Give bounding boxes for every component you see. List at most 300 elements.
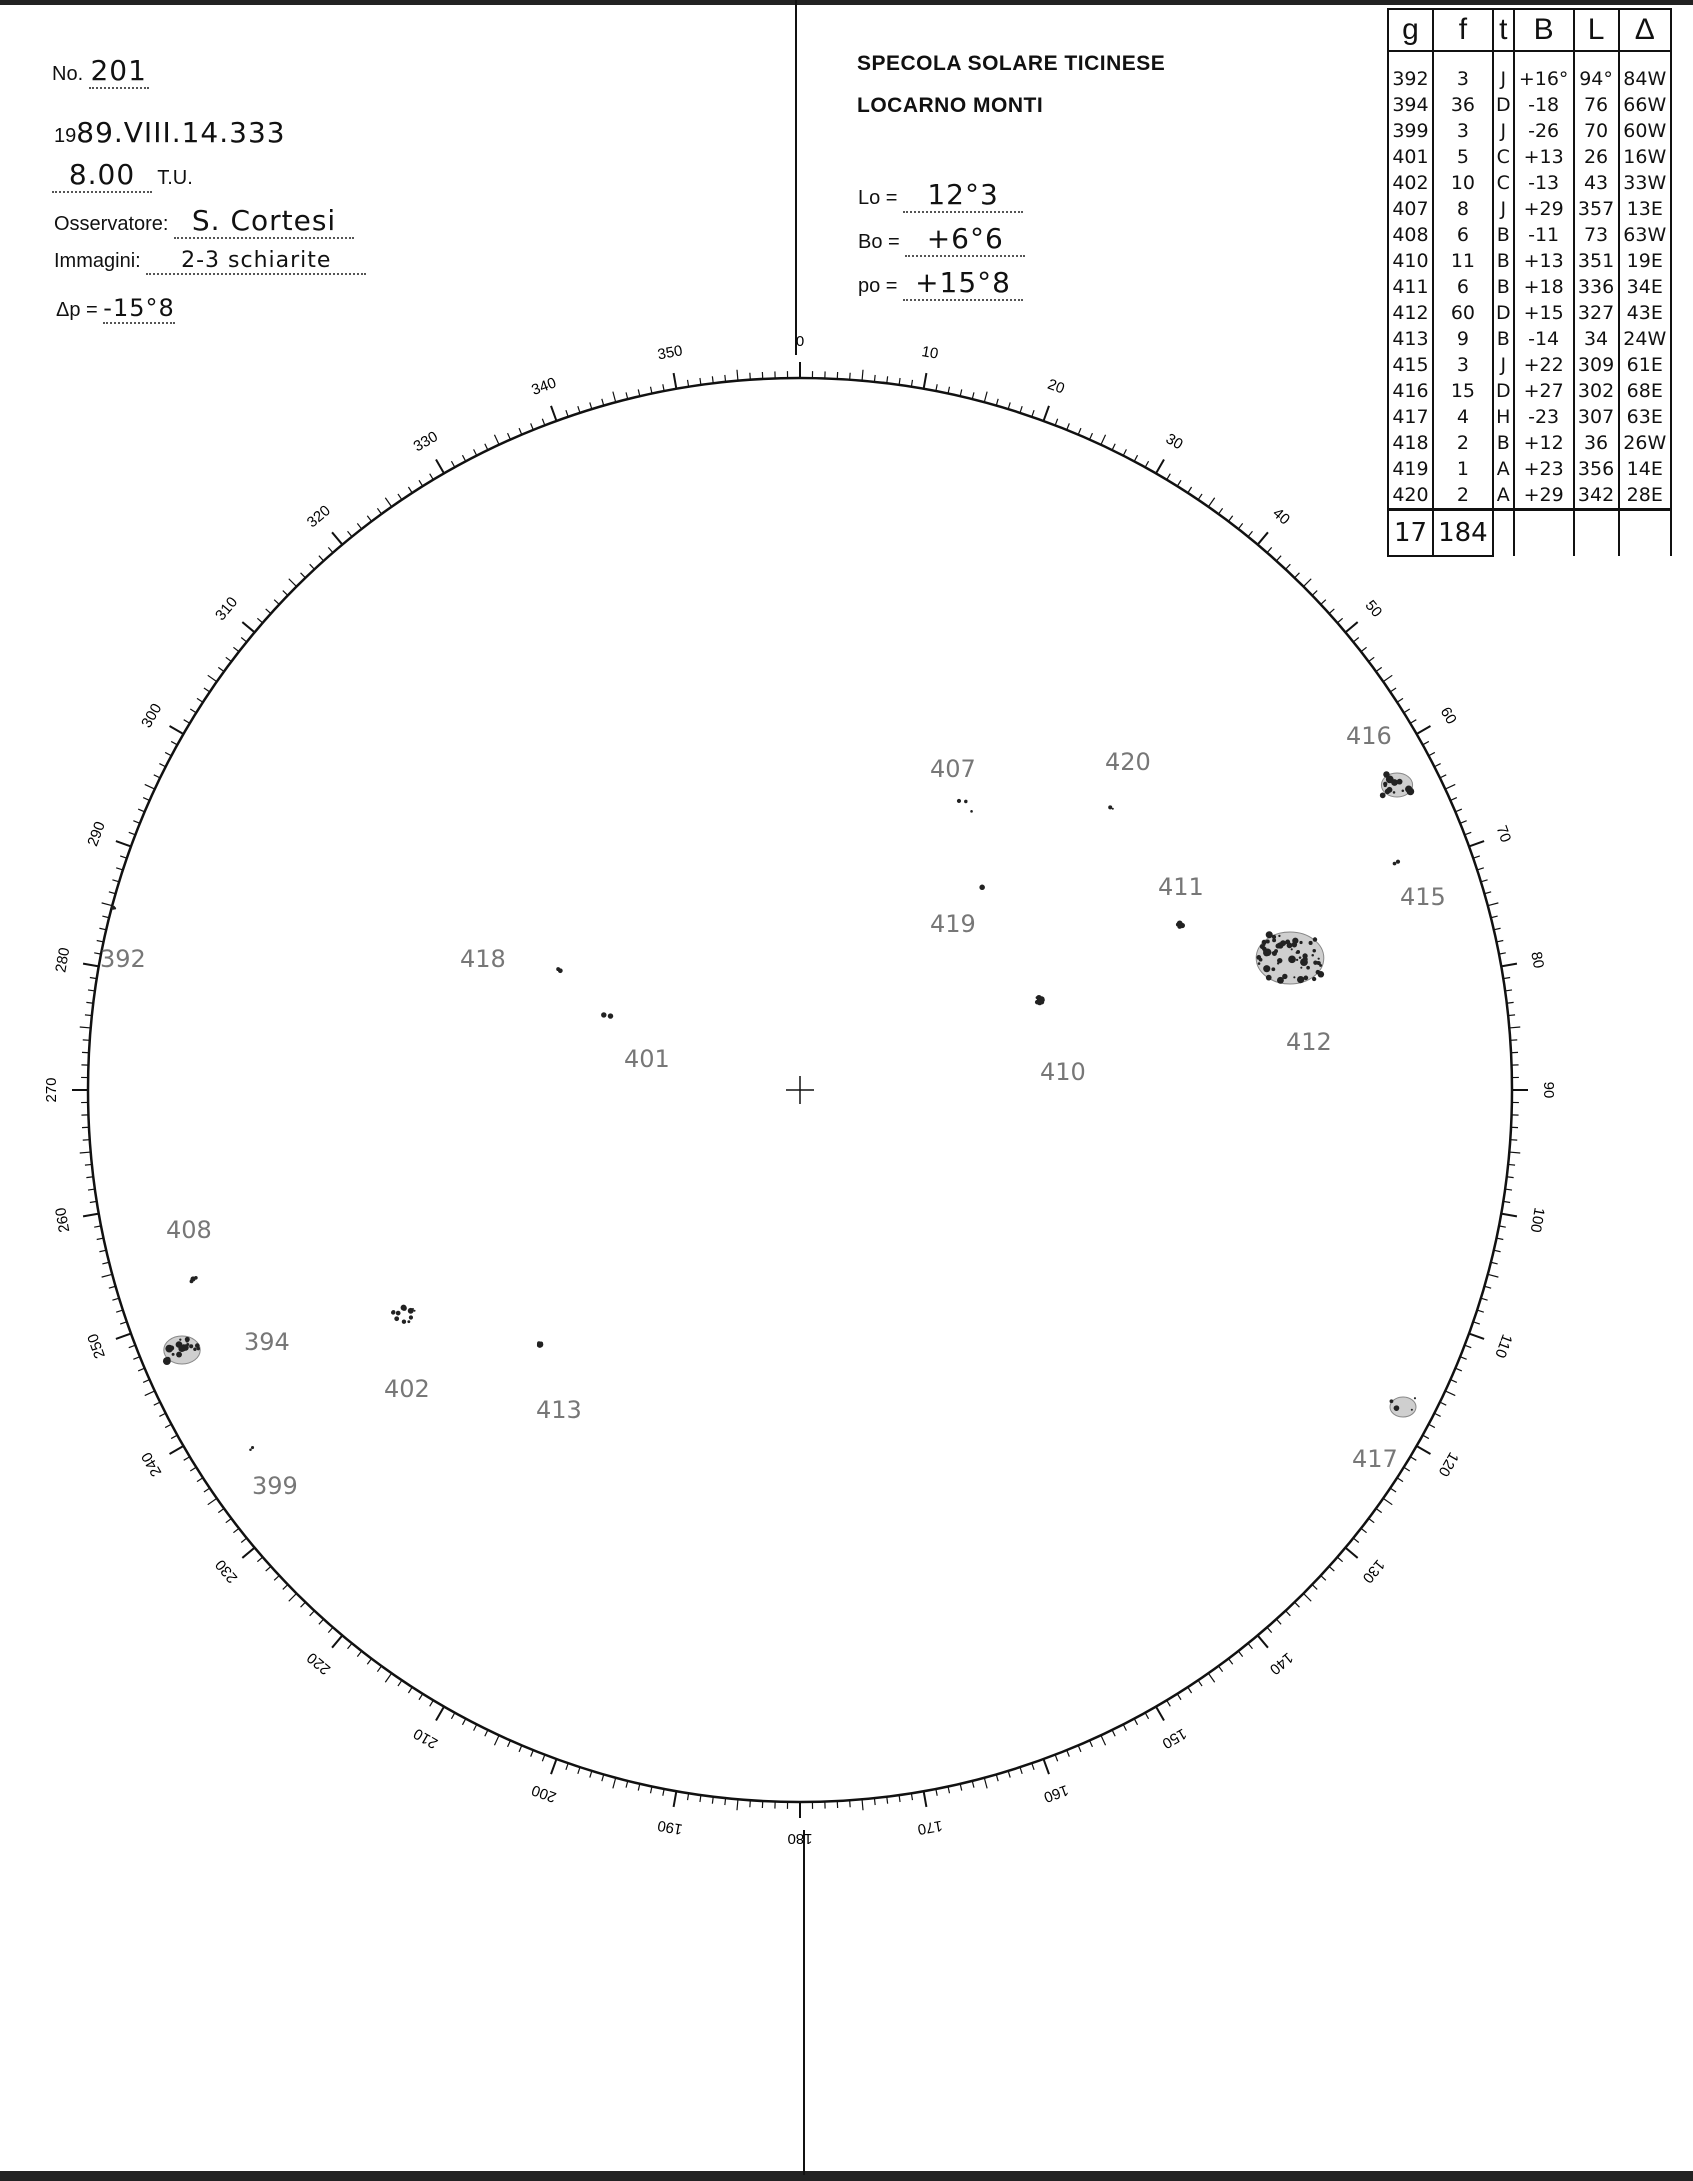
table-cell: 60W xyxy=(1619,118,1671,144)
table-cell: 399 xyxy=(1388,118,1433,144)
scale-tick xyxy=(145,784,155,789)
sunspot xyxy=(1393,791,1396,794)
sunspot xyxy=(1176,923,1180,927)
table-cell: 36 xyxy=(1574,430,1619,456)
scale-tick xyxy=(1321,600,1326,605)
sunspot xyxy=(1296,950,1300,954)
sunspot xyxy=(1300,967,1302,969)
scale-tick xyxy=(1353,1538,1358,1542)
table-cell: +13 xyxy=(1514,144,1574,170)
sunspot xyxy=(1318,971,1325,978)
scale-label: 70 xyxy=(1492,823,1515,845)
sunspot xyxy=(193,1348,196,1351)
scale-label: 50 xyxy=(1361,596,1386,621)
sunspot xyxy=(1277,977,1284,984)
scale-tick xyxy=(887,1797,888,1804)
scale-tick xyxy=(1369,1518,1375,1522)
scale-tick xyxy=(385,498,391,507)
scale-tick xyxy=(398,1680,402,1686)
group-label: 415 xyxy=(1400,883,1446,911)
scale-tick xyxy=(1473,1322,1480,1324)
scale-tick xyxy=(184,1457,190,1461)
table-cell: D xyxy=(1493,92,1514,118)
table-cell: 3 xyxy=(1433,118,1493,144)
scale-tick xyxy=(551,406,556,421)
scale-tick xyxy=(551,1759,556,1774)
table-cell: 15 xyxy=(1433,378,1493,404)
scale-tick xyxy=(1508,1164,1515,1165)
sunspot xyxy=(1402,789,1405,792)
sunspot xyxy=(1397,779,1403,785)
sunspot xyxy=(1291,948,1293,950)
sunspot xyxy=(1266,939,1270,943)
scale-tick xyxy=(120,856,127,858)
scale-tick xyxy=(1228,516,1232,522)
scale-tick xyxy=(972,1781,974,1788)
scale-tick xyxy=(1491,1262,1498,1264)
scale-tick xyxy=(154,1402,160,1405)
scale-tick xyxy=(1507,1002,1514,1003)
scale-label: 240 xyxy=(138,1449,166,1480)
scale-tick xyxy=(1208,498,1214,507)
scale-label: 180 xyxy=(787,1830,813,1848)
table-cell: J xyxy=(1493,51,1514,92)
sunspot xyxy=(1383,784,1386,787)
scale-tick xyxy=(1507,1177,1514,1178)
table-cell: B xyxy=(1493,326,1514,352)
scale-label: 290 xyxy=(84,819,109,849)
sunspot xyxy=(396,1311,401,1316)
sunspot xyxy=(1271,967,1275,971)
sunspot xyxy=(1278,935,1280,937)
scale-tick xyxy=(266,609,271,614)
sunspot xyxy=(1394,1405,1400,1411)
scale-tick xyxy=(1145,1713,1148,1719)
table-cell: 309 xyxy=(1574,352,1619,378)
sunspot xyxy=(970,810,973,813)
sunspot xyxy=(558,968,563,973)
sunspot xyxy=(1272,952,1274,954)
scale-tick xyxy=(1465,1345,1472,1348)
scale-tick xyxy=(83,964,99,967)
scale-tick xyxy=(1258,532,1268,544)
sunspot xyxy=(1256,955,1261,960)
table-cell: 63E xyxy=(1619,404,1671,430)
scale-tick xyxy=(874,1798,875,1805)
scale-tick xyxy=(1177,1694,1181,1700)
table-cell: 34E xyxy=(1619,274,1671,300)
scale-tick xyxy=(1337,618,1342,623)
scale-tick xyxy=(145,1391,155,1396)
scale-tick xyxy=(1177,480,1181,486)
table-cell: 351 xyxy=(1574,248,1619,274)
table-cell: 410 xyxy=(1388,248,1433,274)
po-value: +15°8 xyxy=(903,266,1023,301)
sunspot xyxy=(409,1315,413,1319)
scale-tick xyxy=(129,1345,136,1348)
scale-label: 350 xyxy=(656,342,684,364)
sunspot xyxy=(391,1310,395,1314)
scale-tick xyxy=(1276,556,1281,561)
table-cell: +18 xyxy=(1514,274,1574,300)
scale-tick xyxy=(398,494,402,500)
table-cell: 408 xyxy=(1388,222,1433,248)
sunspot xyxy=(608,1013,613,1018)
scale-tick xyxy=(1248,1643,1252,1648)
scale-label: 220 xyxy=(303,1648,334,1678)
sunspot xyxy=(1266,931,1273,938)
po-label: po = xyxy=(858,275,898,297)
table-cell: B xyxy=(1493,248,1514,274)
scale-tick xyxy=(1055,1755,1058,1762)
scale-tick xyxy=(960,389,962,396)
scale-tick xyxy=(531,1750,534,1756)
table-cell: 66W xyxy=(1619,92,1671,118)
table-cell: 336 xyxy=(1574,274,1619,300)
table-cell: 63W xyxy=(1619,222,1671,248)
observer-value: S. Cortesi xyxy=(174,204,354,239)
scale-tick xyxy=(283,1585,288,1590)
scale-tick xyxy=(301,573,306,578)
scale-tick xyxy=(133,821,139,824)
scale-tick xyxy=(638,1784,640,1791)
scale-tick xyxy=(112,880,119,882)
scale-tick xyxy=(133,1357,139,1360)
delta-p-label: Δp = xyxy=(56,299,98,321)
table-cell: 5 xyxy=(1433,144,1493,170)
scale-tick xyxy=(1423,741,1429,744)
scale-tick xyxy=(1376,1509,1382,1513)
scale-tick xyxy=(1156,460,1164,474)
scale-tick xyxy=(1134,455,1137,461)
scale-tick xyxy=(613,1778,616,1789)
group-label: 417 xyxy=(1352,1445,1398,1473)
scale-tick xyxy=(1445,784,1455,789)
group-label: 412 xyxy=(1286,1028,1332,1056)
table-cell: 402 xyxy=(1388,170,1433,196)
sunspot xyxy=(1299,956,1302,959)
table-cell: 94° xyxy=(1574,51,1619,92)
scale-tick xyxy=(1477,868,1484,870)
scale-tick xyxy=(578,406,580,413)
group-label: 420 xyxy=(1105,748,1151,776)
scale-tick xyxy=(542,1755,545,1762)
table-cell: 33W xyxy=(1619,170,1671,196)
table-cell: J xyxy=(1493,118,1514,144)
scale-tick xyxy=(357,1651,361,1657)
scale-tick xyxy=(367,516,371,522)
scale-tick xyxy=(1390,688,1396,692)
scale-tick xyxy=(1020,406,1022,413)
sunspot xyxy=(178,1345,185,1352)
scale-tick xyxy=(1167,474,1171,480)
scale-tick xyxy=(170,1446,184,1454)
scale-tick xyxy=(190,1467,196,1471)
scale-tick xyxy=(241,1538,246,1542)
scale-tick xyxy=(508,1740,511,1746)
scale-tick xyxy=(1219,508,1223,514)
scale-tick xyxy=(451,461,454,467)
scale-tick xyxy=(1286,564,1291,569)
sunspot xyxy=(1258,962,1261,965)
sunspot xyxy=(169,1345,174,1350)
scale-tick xyxy=(1488,1274,1499,1277)
scale-tick xyxy=(1397,698,1403,702)
group-label: 407 xyxy=(930,755,976,783)
scale-label: 10 xyxy=(920,343,940,363)
table-cell: +23 xyxy=(1514,456,1574,482)
scale-tick xyxy=(1501,1214,1517,1217)
scale-tick xyxy=(310,1611,315,1616)
scale-label: 150 xyxy=(1159,1724,1190,1752)
scale-tick xyxy=(165,752,171,755)
scale-tick xyxy=(408,487,412,493)
scale-tick xyxy=(712,376,713,383)
sunspot xyxy=(394,1316,399,1321)
scale-tick xyxy=(1450,1380,1456,1383)
scale-tick xyxy=(1361,647,1367,651)
col-header-l: L xyxy=(1574,9,1619,51)
scale-tick xyxy=(242,622,254,632)
scale-tick xyxy=(1383,1498,1392,1504)
scale-tick xyxy=(257,1557,262,1562)
scale-tick xyxy=(1329,609,1334,614)
scale-tick xyxy=(948,387,949,394)
scale-tick xyxy=(566,1763,568,1770)
scale-tick xyxy=(348,1643,352,1648)
scale-tick xyxy=(266,1566,271,1571)
scale-tick xyxy=(737,1799,738,1810)
date-value: 89.VIII.14.333 xyxy=(76,116,286,149)
time-unit: T.U. xyxy=(157,167,193,189)
table-cell: C xyxy=(1493,144,1514,170)
scale-label: 140 xyxy=(1266,1648,1297,1678)
table-cell: 70 xyxy=(1574,118,1619,144)
scale-tick xyxy=(1238,1651,1242,1657)
table-cell: 43E xyxy=(1619,300,1671,326)
scale-tick xyxy=(1312,591,1317,596)
scale-tick xyxy=(319,556,324,561)
table-cell: 1 xyxy=(1433,456,1493,482)
scale-tick xyxy=(1267,547,1272,552)
scale-tick xyxy=(474,1724,477,1730)
scale-tick xyxy=(116,841,131,846)
date-prefix: 19 xyxy=(54,125,77,147)
scale-tick xyxy=(1198,1680,1202,1686)
scale-label: 120 xyxy=(1434,1449,1462,1480)
sunspot xyxy=(1312,949,1315,952)
scale-tick xyxy=(462,455,465,461)
scale-tick xyxy=(1267,1627,1272,1632)
group-label: 399 xyxy=(252,1472,298,1500)
scale-tick xyxy=(348,531,352,536)
scale-tick xyxy=(143,798,149,801)
scale-tick xyxy=(143,1380,149,1383)
scale-tick xyxy=(1445,1391,1455,1396)
sunspot xyxy=(1272,938,1276,942)
scale-tick xyxy=(1295,1602,1300,1607)
scale-tick xyxy=(233,1528,239,1532)
table-cell: 73 xyxy=(1574,222,1619,248)
scale-tick xyxy=(1067,423,1070,429)
scale-tick xyxy=(99,1250,106,1252)
sunspot xyxy=(412,1308,414,1310)
scale-tick xyxy=(138,809,144,812)
table-cell: 401 xyxy=(1388,144,1433,170)
scale-label: 320 xyxy=(303,502,334,532)
scale-tick xyxy=(1383,675,1392,681)
sunspot xyxy=(1306,966,1310,970)
group-label: 408 xyxy=(166,1216,212,1244)
scale-tick xyxy=(566,410,568,417)
sunspot xyxy=(194,1276,198,1280)
table-cell: 327 xyxy=(1574,300,1619,326)
table-cell: 6 xyxy=(1433,222,1493,248)
scale-tick xyxy=(1020,1767,1022,1774)
table-cell: 60 xyxy=(1433,300,1493,326)
scale-tick xyxy=(171,1435,177,1438)
scale-label: 20 xyxy=(1045,375,1067,398)
table-cell: -11 xyxy=(1514,222,1574,248)
scale-tick xyxy=(1248,531,1252,536)
table-cell: -18 xyxy=(1514,92,1574,118)
scale-tick xyxy=(1434,764,1440,767)
sunspot xyxy=(1297,976,1304,983)
scale-tick xyxy=(165,1424,171,1427)
scale-tick xyxy=(494,435,499,445)
scale-tick xyxy=(1509,1152,1520,1153)
table-cell: 84W xyxy=(1619,51,1671,92)
sunspot xyxy=(1285,939,1290,944)
scale-tick xyxy=(129,832,136,835)
table-cell: 34 xyxy=(1574,326,1619,352)
scale-tick xyxy=(1501,964,1517,967)
scale-tick xyxy=(1434,1413,1440,1416)
scale-tick xyxy=(712,1797,713,1804)
scale-tick xyxy=(1156,1707,1164,1721)
sunspot xyxy=(1296,959,1298,961)
scale-tick xyxy=(226,1518,232,1522)
scale-tick xyxy=(626,1781,628,1788)
scale-label: 60 xyxy=(1436,704,1460,728)
scale-tick xyxy=(1044,1759,1049,1774)
scale-tick xyxy=(170,726,184,734)
sunspot xyxy=(1312,977,1316,981)
scale-tick xyxy=(1321,1576,1326,1581)
scale-tick xyxy=(102,1274,113,1277)
sunspot xyxy=(1309,941,1313,945)
table-cell: 11 xyxy=(1433,248,1493,274)
scale-tick xyxy=(1465,832,1472,835)
table-cell: 16W xyxy=(1619,144,1671,170)
scale-tick xyxy=(242,1548,254,1558)
scale-tick xyxy=(542,419,545,426)
scale-tick xyxy=(257,618,262,623)
table-cell: -13 xyxy=(1514,170,1574,196)
scale-label: 230 xyxy=(212,1556,242,1587)
scale-tick xyxy=(159,764,165,767)
scale-tick xyxy=(310,564,315,569)
scale-tick xyxy=(494,1735,499,1745)
scale-tick xyxy=(737,370,738,381)
scale-tick xyxy=(1303,1593,1311,1601)
sunspot xyxy=(176,1352,182,1358)
table-cell: +16° xyxy=(1514,51,1574,92)
group-label: 392 xyxy=(100,945,146,973)
scale-label: 110 xyxy=(1491,1331,1516,1361)
scale-tick xyxy=(430,474,434,480)
table-cell: 416 xyxy=(1388,378,1433,404)
scale-tick xyxy=(102,903,113,906)
sunspot xyxy=(1313,937,1317,941)
scale-tick xyxy=(1101,1735,1106,1745)
sunspot xyxy=(402,1306,407,1311)
table-cell: 413 xyxy=(1388,326,1433,352)
scale-tick xyxy=(218,667,224,671)
scale-tick xyxy=(1460,1357,1466,1360)
number-label: No. xyxy=(52,63,84,85)
scale-tick xyxy=(1198,494,1202,500)
scale-tick xyxy=(462,1719,465,1725)
scale-tick xyxy=(674,1791,677,1807)
table-cell: 420 xyxy=(1388,482,1433,510)
scale-tick xyxy=(485,444,488,450)
scale-tick xyxy=(1008,402,1010,409)
sunspot xyxy=(179,1339,181,1341)
scale-tick xyxy=(99,928,106,930)
sunspot xyxy=(407,1320,410,1323)
scale-tick xyxy=(1123,1724,1126,1730)
table-cell: 394 xyxy=(1388,92,1433,118)
table-cell: 6 xyxy=(1433,274,1493,300)
sunspot xyxy=(1299,941,1302,944)
scale-tick xyxy=(1123,449,1126,455)
sunspot xyxy=(1317,961,1320,964)
scale-label: 340 xyxy=(529,374,559,399)
scale-tick xyxy=(960,1784,962,1791)
scale-tick xyxy=(674,373,677,389)
scale-tick xyxy=(197,1478,203,1482)
scale-tick xyxy=(197,698,203,702)
scale-tick xyxy=(1397,1478,1403,1482)
sunspot xyxy=(185,1339,188,1342)
scale-tick xyxy=(1494,928,1501,930)
sunspot xyxy=(251,1446,254,1449)
scale-tick xyxy=(725,375,726,382)
time-value: 8.00 xyxy=(52,158,152,193)
scale-label: 30 xyxy=(1162,430,1186,454)
sunspot xyxy=(1383,771,1389,777)
sunspot xyxy=(172,1353,175,1356)
scale-tick xyxy=(190,709,196,713)
col-header-t: t xyxy=(1493,9,1514,51)
table-cell: -14 xyxy=(1514,326,1574,352)
scale-tick xyxy=(419,1694,423,1700)
scale-tick xyxy=(1496,941,1503,942)
scale-tick xyxy=(274,600,279,605)
sunspot xyxy=(1405,786,1412,793)
table-cell: 19E xyxy=(1619,248,1671,274)
scale-tick xyxy=(233,647,239,651)
sunspot xyxy=(166,1359,169,1362)
lo-label: Lo = xyxy=(858,187,898,209)
sunspot xyxy=(1396,860,1400,864)
table-cell: B xyxy=(1493,274,1514,300)
scale-tick xyxy=(1286,1611,1291,1616)
table-cell: 407 xyxy=(1388,196,1433,222)
sunspot xyxy=(189,1344,193,1348)
scale-tick xyxy=(1337,1557,1342,1562)
